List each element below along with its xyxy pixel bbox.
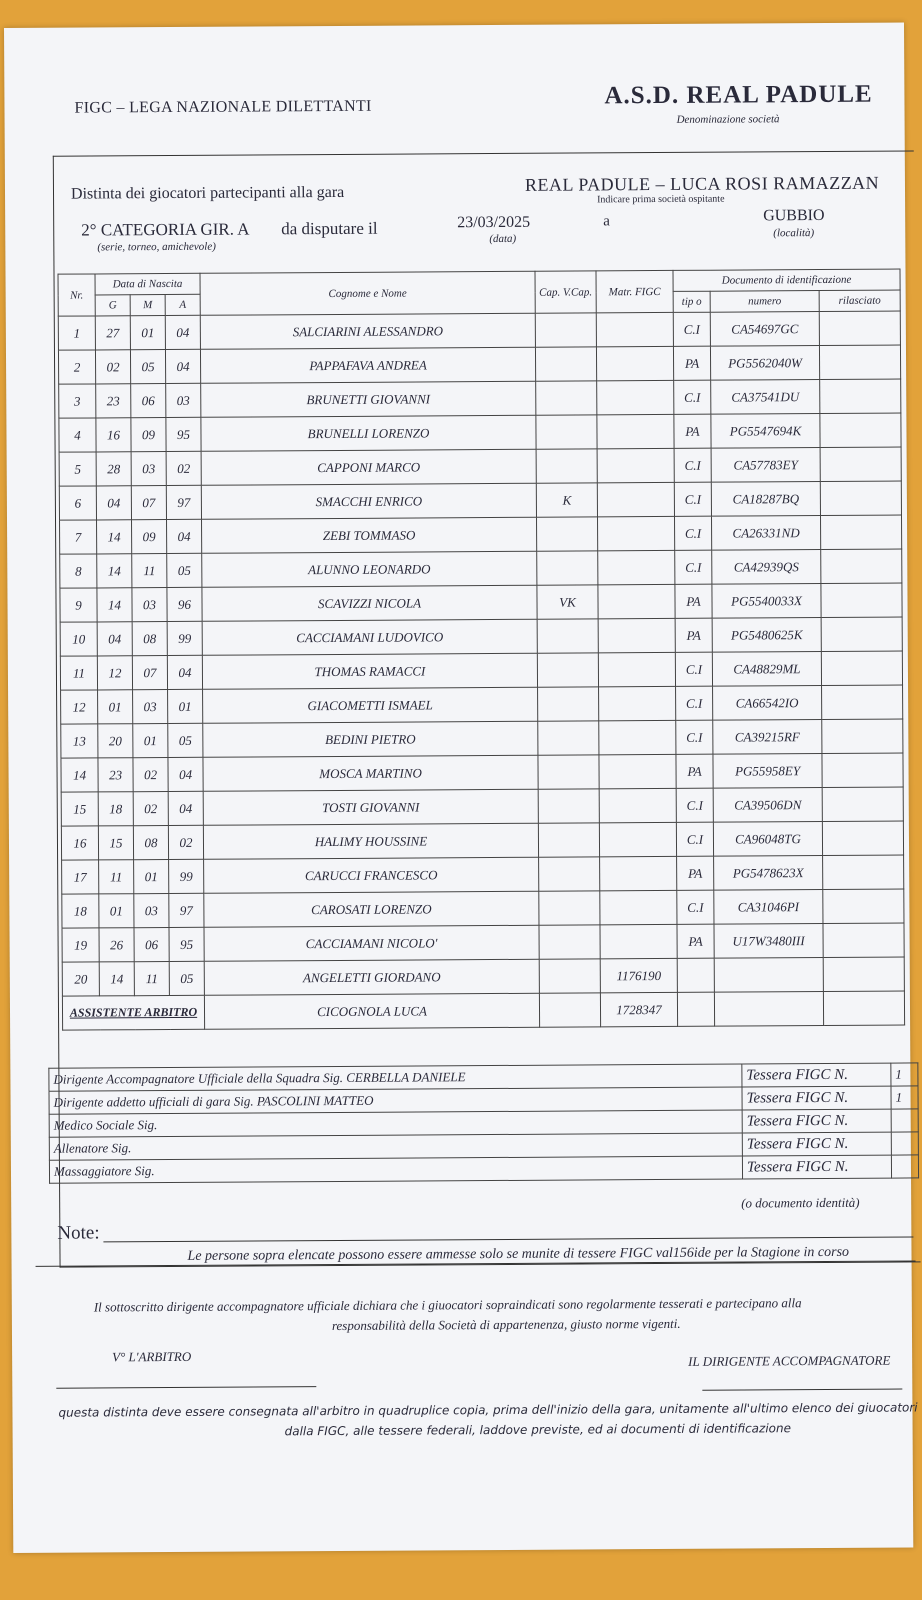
doc-number: CA66542IO xyxy=(713,686,822,721)
doc-number xyxy=(714,958,823,993)
birth-year: 05 xyxy=(169,961,204,995)
matr-figc xyxy=(598,584,675,618)
doc-number: PG5547694K xyxy=(711,414,820,449)
tessera-number xyxy=(891,1132,918,1155)
declaration-line-1: Il sottoscritto dirigente accompagnatore ufficiale dichiara che i giuocatori sopraindicati sono regolarmente tesserati e partecipano alla xyxy=(93,1295,802,1315)
doc-number: CA96048TG xyxy=(713,822,822,857)
official-row xyxy=(49,1155,918,1183)
birth-year: 96 xyxy=(167,587,202,621)
captain-mark xyxy=(536,381,597,415)
birth-year: 05 xyxy=(168,723,203,757)
player-row xyxy=(60,651,902,690)
category: 2° CATEGORIA GIR. A xyxy=(81,219,250,240)
birth-day: 28 xyxy=(96,452,131,486)
federation-title: FIGC – LEGA NAZIONALE DILETTANTI xyxy=(74,97,372,117)
doc-issued xyxy=(822,685,903,719)
row-nr: 3 xyxy=(59,384,96,418)
player-row xyxy=(60,515,902,554)
doc-type: C.I xyxy=(674,482,711,516)
doc-number: CA39215RF xyxy=(713,720,822,755)
birth-day: 23 xyxy=(96,384,131,418)
row-nr: 15 xyxy=(61,792,98,826)
manager-signature-line xyxy=(702,1389,902,1391)
player-row xyxy=(59,447,901,486)
footer-line-1: questa distinta deve essere consegnata all'arbitro in quadruplice copia, prima dell'inizio della gara, unitamente all'ultimo elenco dei giuocatori xyxy=(58,1400,918,1420)
location-caption: (località) xyxy=(773,227,815,240)
player-row xyxy=(58,345,900,384)
birth-day: 14 xyxy=(97,520,132,554)
doc-type: C.I xyxy=(674,516,711,550)
doc-issued xyxy=(820,515,901,549)
doc-number: CA42939QS xyxy=(712,550,821,585)
player-row xyxy=(62,957,904,996)
birth-year: 04 xyxy=(167,655,202,689)
captain-mark xyxy=(537,551,598,585)
matr-figc xyxy=(597,482,674,516)
doc-number: PG5540033X xyxy=(712,584,821,619)
birth-month: 08 xyxy=(133,826,168,860)
player-name: PAPPAFAVA ANDREA xyxy=(200,347,535,383)
col-numero: numero xyxy=(710,291,819,313)
tessera-number: 1 xyxy=(891,1063,918,1086)
assistant-tipo xyxy=(677,992,714,1026)
player-name: MOSCA MARTINO xyxy=(203,755,538,791)
row-nr: 13 xyxy=(61,724,98,758)
col-rilasciato: rilasciato xyxy=(819,290,900,311)
officials-table xyxy=(48,1062,919,1183)
captain-mark xyxy=(536,449,597,483)
row-nr: 16 xyxy=(61,826,98,860)
doc-type: C.I xyxy=(674,448,711,482)
row-nr: 6 xyxy=(59,486,96,520)
doc-number: CA54697GC xyxy=(710,312,819,347)
tessera-number: 1 xyxy=(891,1086,918,1109)
birth-day: 12 xyxy=(97,656,132,690)
captain-mark xyxy=(536,415,597,449)
matr-figc xyxy=(597,414,674,448)
row-nr: 5 xyxy=(59,452,96,486)
birth-year: 01 xyxy=(168,689,203,723)
match-date: 23/03/2025 xyxy=(457,213,531,232)
referee-signature-line xyxy=(56,1386,316,1389)
birth-year: 99 xyxy=(167,621,202,655)
matr-figc xyxy=(600,856,677,890)
doc-issued xyxy=(821,549,902,583)
assistant-name: CICOGNOLA LUCA xyxy=(204,993,539,1029)
footer-line-2: dalla FIGC, alle tessere federali, laddove previste, ed ai documenti di identificazione xyxy=(284,1421,792,1439)
player-name: TOSTI GIOVANNI xyxy=(203,789,538,825)
referee-signature-label: V° L'ARBITRO xyxy=(112,1348,192,1365)
birth-year: 99 xyxy=(169,859,204,893)
birth-month: 06 xyxy=(131,384,166,418)
row-nr: 14 xyxy=(61,758,98,792)
match-location: GUBBIO xyxy=(763,206,825,225)
doc-type: C.I xyxy=(676,822,713,856)
row-nr: 4 xyxy=(59,418,96,452)
doc-number: PG5478623X xyxy=(714,856,823,891)
doc-number: PG5480625K xyxy=(712,618,821,653)
birth-year: 95 xyxy=(166,417,201,451)
matr-figc xyxy=(600,924,677,958)
doc-number: CA57783EY xyxy=(711,448,820,483)
assistant-rilasciato xyxy=(823,991,904,1025)
player-name: CAPPONI MARCO xyxy=(201,449,536,485)
birth-day: 16 xyxy=(96,418,131,452)
doc-type: C.I xyxy=(676,720,713,754)
tessera-number xyxy=(891,1109,918,1132)
note-label: Note: xyxy=(57,1222,100,1244)
row-nr: 12 xyxy=(61,690,98,724)
birth-day: 04 xyxy=(96,486,131,520)
matr-figc xyxy=(599,822,676,856)
row-nr: 8 xyxy=(60,554,97,588)
matr-figc xyxy=(597,380,674,414)
doc-number: CA31046PI xyxy=(714,890,823,925)
player-name: ANGELETTI GIORDANO xyxy=(204,959,539,995)
doc-issued xyxy=(823,923,904,957)
row-nr: 1 xyxy=(58,316,95,350)
doc-type: PA xyxy=(673,346,710,380)
tessera-number xyxy=(891,1155,918,1178)
matr-figc xyxy=(599,788,676,822)
captain-mark xyxy=(538,721,599,755)
birth-month: 03 xyxy=(131,452,166,486)
doc-number: CA39506DN xyxy=(713,788,822,823)
player-name: ZEBI TOMMASO xyxy=(202,517,537,553)
player-name: SALCIARINI ALESSANDRO xyxy=(200,313,535,349)
doc-number: CA37541DU xyxy=(711,380,820,415)
col-g: G xyxy=(95,295,130,316)
row-nr: 18 xyxy=(62,894,99,928)
row-nr: 11 xyxy=(60,656,97,690)
doc-type: C.I xyxy=(677,890,714,924)
birth-day: 27 xyxy=(95,316,130,350)
player-name: HALIMY HOUSSINE xyxy=(203,823,538,859)
to-play-label: da disputare il xyxy=(281,218,378,239)
player-row xyxy=(59,379,901,418)
tessera-label: Tessera FIGC N. xyxy=(742,1086,891,1110)
col-m: M xyxy=(130,295,165,316)
doc-type: C.I xyxy=(676,686,713,720)
manager-signature-label: IL DIRIGENTE ACCOMPAGNATORE xyxy=(688,1352,891,1369)
birth-month: 03 xyxy=(133,690,168,724)
captain-mark xyxy=(537,619,598,653)
matr-figc: 1176190 xyxy=(600,958,677,992)
tessera-label: Tessera FIGC N. xyxy=(742,1109,891,1133)
birth-month: 01 xyxy=(130,316,165,350)
birth-month: 11 xyxy=(132,554,167,588)
doc-number: PG55958EY xyxy=(713,754,822,789)
captain-mark xyxy=(538,687,599,721)
player-row xyxy=(59,481,901,520)
col-cap: Cap. V.Cap. xyxy=(535,271,596,313)
doc-issued xyxy=(823,889,904,923)
doc-number: CA26331ND xyxy=(711,516,820,551)
at-label: a xyxy=(603,213,610,230)
doc-issued xyxy=(822,787,903,821)
players-table xyxy=(58,269,906,1031)
player-row xyxy=(62,889,904,928)
birth-day: 20 xyxy=(98,724,133,758)
matr-figc xyxy=(600,890,677,924)
captain-mark xyxy=(536,517,597,551)
doc-number: U17W3480III xyxy=(714,924,823,959)
birth-year: 04 xyxy=(165,315,200,349)
official-label: Medico Sociale Sig. xyxy=(49,1110,742,1137)
doc-type: PA xyxy=(677,924,714,958)
tessera-label: Tessera FIGC N. xyxy=(742,1155,891,1179)
birth-month: 02 xyxy=(133,758,168,792)
player-row xyxy=(60,617,902,656)
col-matr: Matr. FIGC xyxy=(596,270,673,312)
player-name: SCAVIZZI NICOLA xyxy=(202,585,537,621)
birth-day: 18 xyxy=(98,792,133,826)
matr-figc xyxy=(598,652,675,686)
birth-month: 06 xyxy=(134,928,169,962)
player-row xyxy=(62,923,904,962)
captain-mark xyxy=(537,653,598,687)
birth-day: 14 xyxy=(99,962,134,996)
birth-month: 05 xyxy=(130,350,165,384)
doc-number: PG5562040W xyxy=(710,346,819,381)
birth-day: 14 xyxy=(97,554,132,588)
doc-issued xyxy=(821,583,902,617)
player-row xyxy=(61,821,903,860)
doc-issued xyxy=(820,379,901,413)
doc-type: C.I xyxy=(673,312,710,346)
birth-month: 02 xyxy=(133,792,168,826)
row-nr: 19 xyxy=(62,928,99,962)
doc-issued xyxy=(819,311,900,345)
doc-issued xyxy=(821,617,902,651)
sheet-title: Distinta dei giocatori partecipanti alla gara xyxy=(70,183,345,203)
official-label: Massaggiatore Sig. xyxy=(49,1156,742,1183)
captain-mark: K xyxy=(536,483,597,517)
doc-issued xyxy=(821,651,902,685)
birth-year: 05 xyxy=(167,553,202,587)
birth-day: 23 xyxy=(98,758,133,792)
matr-figc xyxy=(597,516,674,550)
player-row xyxy=(60,549,902,588)
doc-type: C.I xyxy=(675,652,712,686)
birth-year: 97 xyxy=(169,893,204,927)
match-caption: Indicare prima società ospitante xyxy=(597,193,725,206)
official-label: Dirigente Accompagnatore Ufficiale della Squadra Sig. CERBELLA DANIELE xyxy=(49,1064,742,1091)
captain-mark xyxy=(538,755,599,789)
official-label: Allenatore Sig. xyxy=(49,1133,742,1160)
captain-mark: VK xyxy=(537,585,598,619)
doc-issued xyxy=(820,447,901,481)
player-name: BEDINI PIETRO xyxy=(203,721,538,757)
birth-year: 02 xyxy=(166,451,201,485)
doc-type: PA xyxy=(675,584,712,618)
col-nr: Nr. xyxy=(58,274,95,316)
matr-figc xyxy=(599,754,676,788)
player-name: GIACOMETTI ISMAEL xyxy=(203,687,538,723)
player-row xyxy=(59,413,901,452)
birth-year: 04 xyxy=(168,757,203,791)
player-name: CARUCCI FRANCESCO xyxy=(204,857,539,893)
captain-mark xyxy=(535,347,596,381)
note-text: Le persone sopra elencate possono essere ammesse solo se munite di tessere FIGC val156ide per la Stagione in corso xyxy=(187,1244,850,1264)
birth-month: 11 xyxy=(134,962,169,996)
doc-type: PA xyxy=(675,618,712,652)
col-birth: Data di Nascita xyxy=(95,273,200,295)
doc-type: PA xyxy=(676,754,713,788)
birth-month: 01 xyxy=(134,860,169,894)
assistant-referee-row xyxy=(62,991,904,1030)
captain-mark xyxy=(539,925,600,959)
player-name: SMACCHI ENRICO xyxy=(201,483,536,519)
birth-day: 01 xyxy=(99,894,134,928)
birth-day: 11 xyxy=(99,860,134,894)
matr-figc xyxy=(596,312,673,346)
col-doc: Documento di identificazione xyxy=(673,269,900,291)
doc-number: CA48829ML xyxy=(712,652,821,687)
declaration-line-2: responsabilità della Società di appartenenza, giusto norme vigenti. xyxy=(331,1315,681,1334)
matr-figc xyxy=(596,346,673,380)
captain-mark xyxy=(535,313,596,347)
birth-day: 04 xyxy=(97,622,132,656)
player-row xyxy=(61,753,903,792)
tessera-label: Tessera FIGC N. xyxy=(742,1063,891,1087)
assistant-matr: 1728347 xyxy=(600,992,677,1026)
matr-figc xyxy=(599,686,676,720)
category-caption: (serie, torneo, amichevole) xyxy=(97,240,216,254)
date-caption: (data) xyxy=(489,232,517,246)
match-teams: REAL PADULE – LUCA ROSI RAMAZZAN xyxy=(524,172,880,195)
player-name: THOMAS RAMACCI xyxy=(202,653,537,689)
player-name: CACCIAMANI LUDOVICO xyxy=(202,619,537,655)
doc-issued xyxy=(823,957,904,991)
player-row xyxy=(60,583,902,622)
assistant-numero xyxy=(714,992,823,1027)
player-row xyxy=(62,855,904,894)
doc-issued xyxy=(820,413,901,447)
birth-year: 04 xyxy=(165,349,200,383)
assistant-label: ASSISTENTE ARBITRO xyxy=(62,995,204,1030)
doc-issued xyxy=(820,481,901,515)
birth-month: 07 xyxy=(131,486,166,520)
matr-figc xyxy=(597,448,674,482)
birth-year: 04 xyxy=(168,791,203,825)
birth-year: 02 xyxy=(168,825,203,859)
doc-type: C.I xyxy=(674,380,711,414)
birth-day: 02 xyxy=(95,350,130,384)
col-name: Cognome e Nome xyxy=(200,271,535,315)
row-nr: 17 xyxy=(62,860,99,894)
birth-month: 03 xyxy=(134,894,169,928)
doc-type: C.I xyxy=(676,788,713,822)
birth-month: 01 xyxy=(133,724,168,758)
doc-issued xyxy=(822,719,903,753)
player-row xyxy=(58,311,900,350)
doc-number: CA18287BQ xyxy=(711,482,820,517)
doc-issued xyxy=(822,821,903,855)
doc-issued xyxy=(823,855,904,889)
row-nr: 10 xyxy=(60,622,97,656)
doc-issued xyxy=(819,345,900,379)
captain-mark xyxy=(539,959,600,993)
row-nr: 2 xyxy=(58,350,95,384)
tessera-label: Tessera FIGC N. xyxy=(742,1132,891,1156)
captain-mark xyxy=(538,823,599,857)
row-nr: 20 xyxy=(62,962,99,996)
birth-month: 03 xyxy=(132,588,167,622)
col-tipo: tip o xyxy=(673,291,710,312)
club-caption: Denominazione società xyxy=(676,113,780,126)
birth-month: 08 xyxy=(132,622,167,656)
birth-month: 07 xyxy=(132,656,167,690)
row-nr: 9 xyxy=(60,588,97,622)
birth-day: 26 xyxy=(99,928,134,962)
birth-month: 09 xyxy=(132,520,167,554)
captain-mark xyxy=(539,857,600,891)
birth-day: 14 xyxy=(97,588,132,622)
birth-month: 09 xyxy=(131,418,166,452)
doc-type xyxy=(677,958,714,992)
player-name: BRUNELLI LORENZO xyxy=(201,415,536,451)
matr-figc xyxy=(599,720,676,754)
match-sheet-paper xyxy=(4,23,918,1553)
captain-mark xyxy=(538,789,599,823)
player-name: ALUNNO LEONARDO xyxy=(202,551,537,587)
doc-type: PA xyxy=(674,414,711,448)
club-name: A.S.D. REAL PADULE xyxy=(604,80,873,110)
doc-type: C.I xyxy=(675,550,712,584)
matr-figc xyxy=(598,550,675,584)
player-name: CACCIAMANI NICOLO' xyxy=(204,925,539,961)
birth-day: 15 xyxy=(98,826,133,860)
row-nr: 7 xyxy=(60,520,97,554)
player-row xyxy=(61,787,903,826)
birth-year: 97 xyxy=(166,485,201,519)
assistant-cap xyxy=(539,993,600,1027)
matr-figc xyxy=(598,618,675,652)
captain-mark xyxy=(539,891,600,925)
doc-issued xyxy=(822,753,903,787)
birth-year: 04 xyxy=(167,519,202,553)
official-label: Dirigente addetto ufficiali di gara Sig. PASCOLINI MATTEO xyxy=(49,1087,742,1114)
birth-year: 95 xyxy=(169,927,204,961)
doc-type: PA xyxy=(677,856,714,890)
col-a: A xyxy=(165,294,200,315)
birth-year: 03 xyxy=(166,383,201,417)
player-name: CAROSATI LORENZO xyxy=(204,891,539,927)
doc-identity-note: (o documento identità) xyxy=(741,1194,860,1211)
player-row xyxy=(61,719,903,758)
player-name: BRUNETTI GIOVANNI xyxy=(201,381,536,417)
birth-day: 01 xyxy=(98,690,133,724)
player-row xyxy=(61,685,903,724)
